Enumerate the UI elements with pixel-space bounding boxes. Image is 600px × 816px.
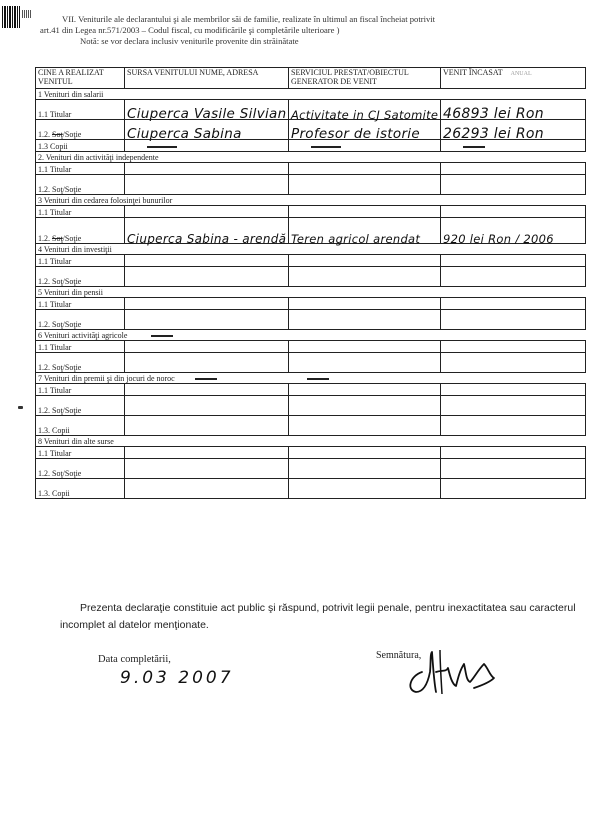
table-row [36,298,586,310]
handwritten-income: 26293 lei Ron [443,126,544,142]
table-row [36,267,586,287]
header-note: Notă: se vor declara inclusiv veniturile provenite din străinătate [80,36,299,46]
row-label: 1.2. Soţ/Soţie [36,396,125,416]
handwritten-date: 9.03 2007 [120,668,234,688]
table-row [36,206,586,218]
date-label: Data completării, [98,654,171,665]
section-header [40,14,585,47]
row-label: 1.1 Titular [36,163,125,175]
scan-barcode-mark-small [22,10,32,18]
section-row-agricultural [36,330,586,341]
section-title: 4 Venituri din investiţii [36,244,586,255]
row-label: 1.1 Titular [36,447,125,459]
section-title: 1 Venituri din salarii [36,89,586,100]
handwritten-service: Activitate in CJ Satomite [291,108,439,122]
scan-mark [18,406,23,409]
header-line-2: art.41 din Legea nr.571/2003 – Codul fiscal, cu modificările şi completările ulterioare ) [40,25,340,35]
row-label: 1.2. Soţ/Soţie [36,459,125,479]
table-row [36,384,586,396]
row-label: 1.3. Copii [36,479,125,499]
statement-text: Prezenta declaraţie constituie act public şi răspund, potrivit legii penale, pentru inexactitatea sau caracterul incomplet al datelor menţionate. [60,602,576,631]
handwritten-income: 46893 lei Ron [443,106,544,122]
handwritten-service: Teren agricol arendat [291,232,421,246]
scan-barcode-mark [2,6,20,28]
blank-dash [307,378,329,380]
signature-mark [400,642,500,697]
table-row [36,341,586,353]
table-row [36,459,586,479]
table-row [36,479,586,499]
row-label: 1.2. Soţ/Soţie [36,310,125,330]
col-header-income [441,68,586,89]
handwritten-source: Ciuperca Sabina - arendă [127,232,287,246]
row-label: 1.1 Titular [36,206,125,218]
row-label: 1.2. Soţ/Soţie [36,120,125,140]
row-label: 1.1 Titular [36,341,125,353]
section-title: 5 Venituri din pensii [36,287,586,298]
col-header-income-extra: ANUAL [510,71,532,77]
blank-dash [463,146,485,148]
row-label: 1.3 Copii [36,140,125,152]
blank-dash [147,146,177,148]
handwritten-income: 920 lei Ron / 2006 [443,232,554,246]
blank-dash [311,146,341,148]
struck-label: Soţ [52,234,63,243]
section-row-independent [36,152,586,163]
blank-dash [151,335,173,337]
col-header-source: SURSA VENITULUI NUME, ADRESA [125,68,289,89]
row-label: 1.2. Soţ/Soţie [36,353,125,373]
row-label: 1.2. Soţ/Soţie [36,267,125,287]
handwritten-source: Ciuperca Sabina [127,126,242,142]
col-header-service: SERVICIUL PRESTAT/OBIECTUL GENERATOR DE VENIT [289,68,441,89]
header-line-1: VII. Veniturile ale declarantului şi ale membrilor săi de familie, realizate în ultimul an fiscal încheiat potrivit [62,14,436,24]
table-row [36,100,586,120]
table-row [36,447,586,459]
table-row [36,396,586,416]
section-row-pensions [36,287,586,298]
public-act-statement [60,600,590,634]
section-title: 8 Venituri din alte surse [36,436,586,447]
table-row [36,175,586,195]
table-row [36,353,586,373]
table-row [36,218,586,244]
income-table [35,67,586,499]
col-header-income-label: VENIT ÎNCASAT [443,68,503,77]
table-row [36,310,586,330]
row-label: 1.2. Soţ/Soţie [36,218,125,244]
handwritten-service: Profesor de istorie [291,126,420,142]
section-title: 6 Venituri activităţi agricole [36,330,586,341]
table-header-row [36,68,586,89]
row-label: 1.1 Titular [36,298,125,310]
section-row-prizes [36,373,586,384]
section-row-salaries [36,89,586,100]
section-title: 7 Venituri din premii şi din jocuri de noroc [36,373,586,384]
row-label: 1.1 Titular [36,255,125,267]
blank-dash [195,378,217,380]
section-title: 2. Venituri din activităţi independente [36,152,586,163]
table-row [36,416,586,436]
struck-label: Soţ [52,130,63,139]
signature-label: Semnătura, [376,650,422,661]
handwritten-source: Ciuperca Vasile Silvian [127,106,287,122]
section-title: 3 Venituri din cedarea folosinţei bunurilor [36,195,586,206]
table-row [36,255,586,267]
row-label: 1.1 Titular [36,384,125,396]
row-label: 1.3. Copii [36,416,125,436]
table-row [36,163,586,175]
row-label: 1.2. Soţ/Soţie [36,175,125,195]
table-row [36,120,586,140]
col-header-who: CINE A REALIZAT VENITUL [36,68,125,89]
row-label: 1.1 Titular [36,100,125,120]
section-row-property-use [36,195,586,206]
section-row-other [36,436,586,447]
